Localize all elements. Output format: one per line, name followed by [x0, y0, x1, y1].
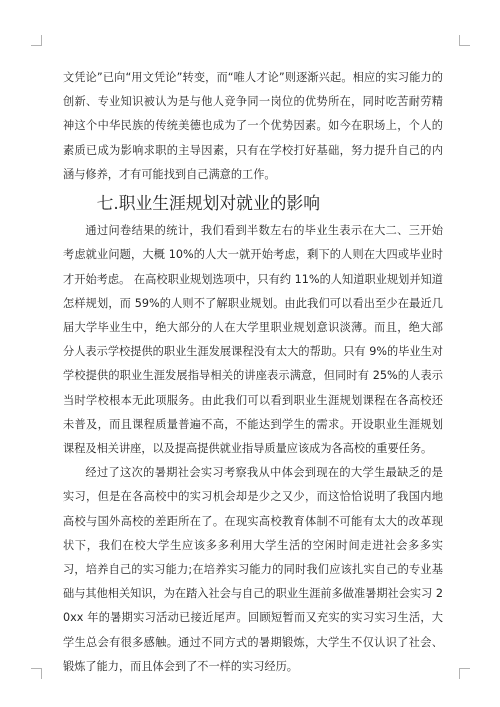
- section-heading-7: 七.职业生涯规划对就业的影响: [96, 193, 321, 214]
- paragraph-internship-reflection: 经过了这次的暑期社会实习考察我从中体会到现在的大学生最缺乏的是实习，但是在各高校中的实习机会却是少之又少，而这恰恰说明了我国内地高校与国外高校的差距所在了。在现实高校教育体制不可能有太大的改革现状下，我们在校大学生应该多多利用大学生活的空闲时间走进社会多多实习，培养自己的实习能力;在培养实习能力的同时我们应该扎实自己的专业基础与其他相关知识，为在踏入社会与自己的职业生涯前多做准暑期社会实习 20xx 年的暑期实习活动已接近尾声。回顾短暂而又充实的实习实习生活，大学生总会有很多感触。通过不同方式的暑期锻炼，大学生不仅认识了社会、锻炼了能力，而且体会到了不一样的实习经历。: [63, 466, 443, 673]
- document-body: [63, 66, 443, 679]
- paragraph-survey-results: 通过问卷结果的统计，我们看到半数左右的毕业生表示在大二、三开始考虑就业问题，大概 10%的人大一就开始考虑，剩下的人则在大四或毕业时才开始考虑。 在高校职业规划选项中，只有约 11%的人知道职业规划并知道怎样规划，而 59%的人则不了解职业规划。由此我们可以看出至少在最近几届大学毕业生中，绝大部分的人在大学里职业规划意识淡薄。而且，绝大部分人表示学校提供的职业生涯发展课程没有太大的帮助。只有 9%的毕业生对学校提供的职业生涯发展指导相关的讲座表示满意，但同时有 25%的人表示当时学校根本无此项服务。由此我们可以看到职业生涯规划课程在各高校还未普及，而且课程质量普遍不高，不能达到学生的需求。开设职业生涯规划课程及相关讲座，以及提高提供就业指导质量应该成为各高校的重要任务。: [63, 224, 443, 456]
- crop-mark-bottom-right: [459, 668, 470, 679]
- crop-mark-bottom-left: [31, 668, 42, 679]
- crop-mark-top-left: [31, 35, 42, 46]
- crop-mark-top-right: [459, 35, 470, 46]
- paragraph-continuation: 文凭论”已向“用文凭论”转变，而“唯人才论”则逐渐兴起。相应的实习能力的创新、专业知识被认为是与他人竞争同一岗位的优势所在，同时吃苦耐劳精神这个中华民族的传统美德也成为了一个优势因素。如今在职场上，个人的素质已成为影响求职的主导因素，只有在学校打好基础，努力提升自己的内涵与修养，才有可能找到自己满意的工作。: [63, 71, 443, 181]
